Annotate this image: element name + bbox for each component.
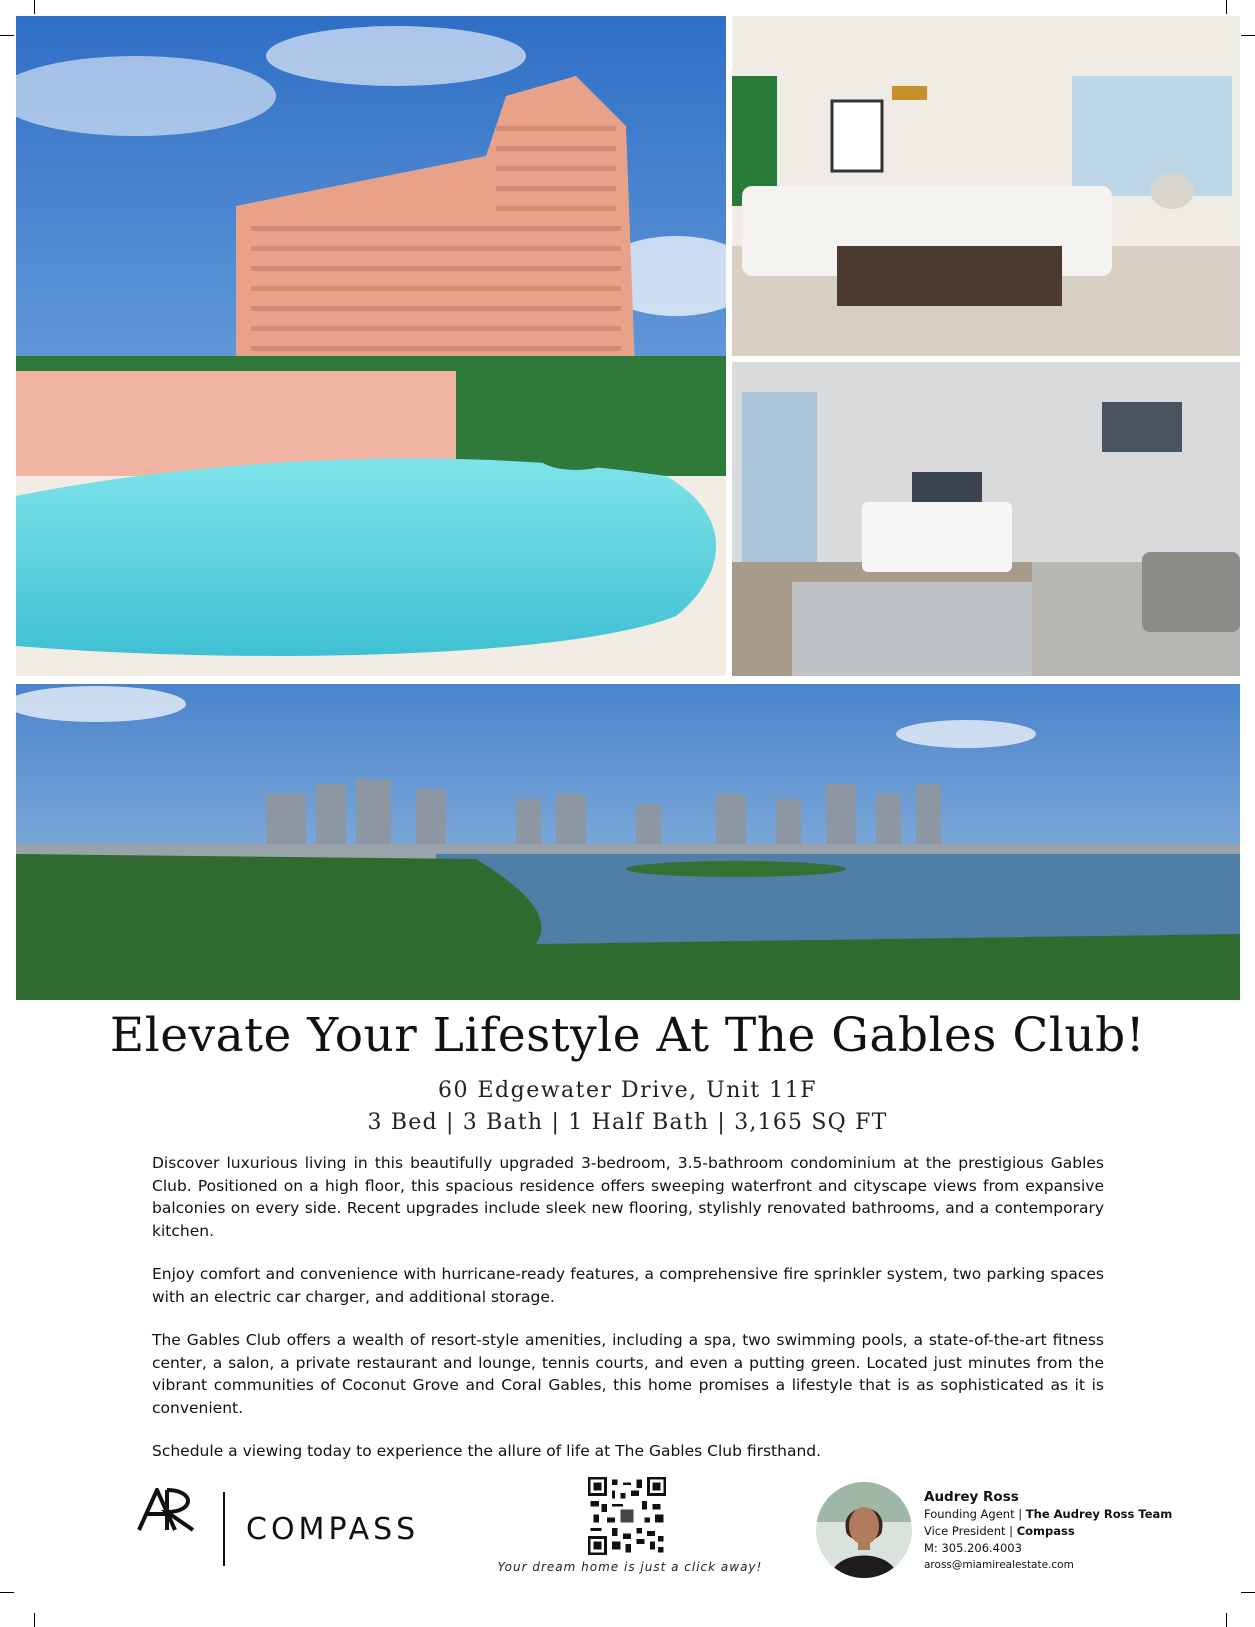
description-paragraph: Discover luxurious living in this beautifully upgraded 3-bedroom, 3.5-bathroom condominium at the prestigious Gables Club. Positioned on a high floor, this spacious residence offers sweeping waterfront and cityscape views from expansive balconies on every side. Recent upgrades include sleek new flooring, stylishly renovated bathrooms, and a contemporary kitchen. (152, 1154, 1104, 1240)
living-room-photo (732, 16, 1240, 356)
pool-tower-photo (16, 16, 726, 676)
qr-code[interactable] (588, 1477, 666, 1555)
crop-mark (34, 0, 35, 14)
compass-logo: COMPASS (246, 1512, 420, 1547)
agent-phone[interactable]: M: 305.206.4003 (924, 1541, 1022, 1555)
agent-title-prefix: Founding Agent | (924, 1507, 1026, 1521)
skyline-panorama-photo (16, 684, 1240, 1000)
agent-info (924, 1488, 1172, 1574)
description (152, 1152, 1104, 1484)
bedroom-photo (732, 362, 1240, 676)
ar-team-logo (137, 1488, 197, 1532)
agent-role-prefix: Vice President | (924, 1524, 1017, 1538)
agent-team: The Audrey Ross Team (1025, 1507, 1173, 1521)
agent-email[interactable]: aross@miamirealestate.com (924, 1559, 1074, 1571)
crop-mark (1241, 1592, 1255, 1593)
agent-company: Compass (1016, 1524, 1075, 1538)
agent-role (924, 1523, 1172, 1540)
property-specs: 3 Bed | 3 Bath | 1 Half Bath | 3,165 SQ FT (367, 1110, 888, 1135)
crop-mark (0, 1592, 14, 1593)
agent-avatar (816, 1482, 912, 1578)
description-paragraph: Enjoy comfort and convenience with hurricane-ready features, a comprehensive fire sprinkler system, two parking spaces with an electric car charger, and additional storage. (152, 1265, 1104, 1306)
crop-mark (1226, 1613, 1227, 1627)
crop-mark (1226, 0, 1227, 14)
property-address: 60 Edgewater Drive, Unit 11F (437, 1078, 817, 1103)
agent-name: Audrey Ross (924, 1489, 1019, 1505)
description-paragraph: Schedule a viewing today to experience the allure of life at The Gables Club firsthand. (152, 1442, 822, 1460)
description-paragraph: The Gables Club offers a wealth of resort-style amenities, including a spa, two swimming pools, a state-of-the-art fitness center, a salon, a private restaurant and lounge, tennis courts, and even a putting green. Located just minutes from the vibrant communities of Coconut Grove and Coral Gables, this home promises a lifestyle that is as sophisticated as it is convenient. (152, 1331, 1104, 1417)
logo-divider (223, 1492, 225, 1566)
headline: Elevate Your Lifestyle At The Gables Club! (109, 1008, 1146, 1063)
agent-title (924, 1506, 1172, 1523)
crop-mark (34, 1613, 35, 1627)
crop-mark (0, 35, 14, 36)
crop-mark (1241, 35, 1255, 36)
qr-caption: Your dream home is just a click away! (497, 1560, 763, 1574)
